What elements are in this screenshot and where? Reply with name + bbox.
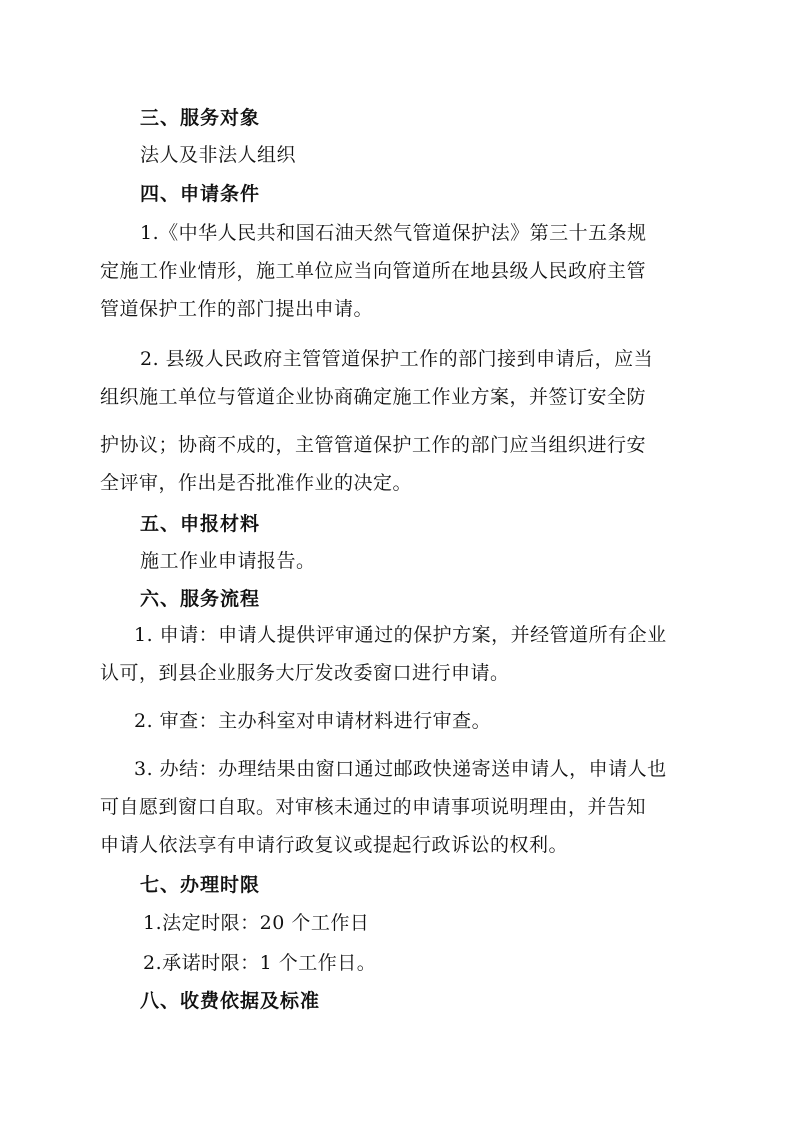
- section-heading-service-target: 三、服务对象: [140, 107, 261, 129]
- paragraph-line: 认可，到县企业服务大厅发改委窗口进行申请。: [100, 662, 510, 684]
- paragraph-line: 管道保护工作的部门提出申请。: [100, 298, 374, 320]
- paragraph-line: 护协议；协商不成的，主管管道保护工作的部门应当组织进行安: [100, 434, 647, 456]
- paragraph-line: 1.法定时限：20 个工作日: [143, 912, 370, 934]
- section-heading-fee-basis: 八、收费依据及标准: [140, 990, 321, 1012]
- paragraph-line: 定施工作业情形，施工单位应当向管道所在地县级人民政府主管: [100, 260, 647, 282]
- paragraph-line: 法人及非法人组织: [140, 144, 297, 166]
- paragraph-line: 施工作业申请报告。: [140, 550, 316, 572]
- section-heading-processing-time: 七、办理时限: [140, 874, 261, 896]
- paragraph-line: 2. 县级人民政府主管管道保护工作的部门接到申请后，应当: [140, 348, 654, 370]
- section-heading-application-conditions: 四、申请条件: [140, 183, 261, 205]
- paragraph-line: 2. 审查：主办科室对申请材料进行审查。: [134, 710, 492, 732]
- paragraph-line: 1.《中华人民共和国石油天然气管道保护法》第三十五条规: [140, 222, 647, 244]
- paragraph-line: 3. 办结：办理结果由窗口通过邮政快递寄送申请人，申请人也: [134, 758, 667, 780]
- paragraph-line: 2.承诺时限：1 个工作日。: [143, 952, 377, 974]
- paragraph-line: 申请人依法享有申请行政复议或提起行政诉讼的权利。: [100, 834, 569, 856]
- paragraph-line: 可自愿到窗口自取。对审核未通过的申请事项说明理由，并告知: [100, 796, 647, 818]
- paragraph-line: 组织施工单位与管道企业协商确定施工作业方案，并签订安全防: [100, 386, 647, 408]
- section-heading-service-process: 六、服务流程: [140, 588, 261, 610]
- paragraph-line: 全评审，作出是否批准作业的决定。: [100, 472, 413, 494]
- paragraph-line: 1. 申请：申请人提供评审通过的保护方案，并经管道所有企业: [134, 624, 667, 646]
- section-heading-application-materials: 五、申报材料: [140, 513, 261, 535]
